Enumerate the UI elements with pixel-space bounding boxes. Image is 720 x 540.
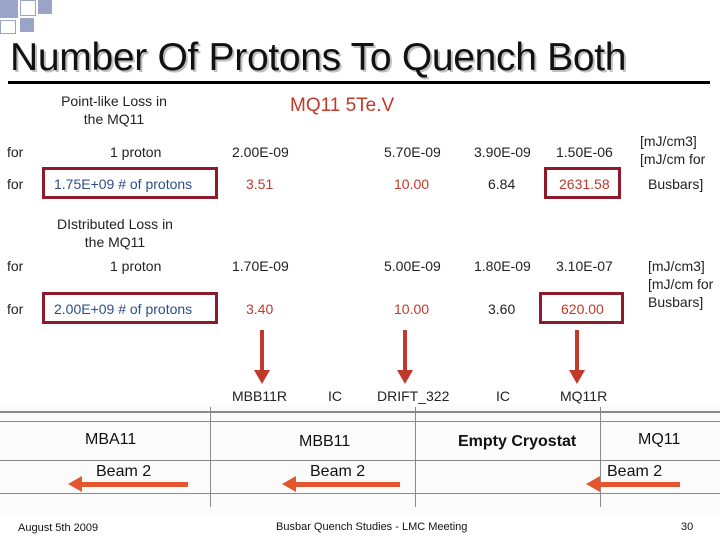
row-value: 3.40 [246,301,274,317]
row-value: 10.00 [394,176,430,192]
section1-header: Point-like Loss in the MQ11 [61,93,167,127]
beam-arrow [598,482,680,487]
beam-arrow-head [68,476,82,492]
schematic-line [0,421,720,422]
row-label: for [7,258,24,274]
row-count: 1 proton [110,258,162,274]
down-arrow-drift [403,330,407,372]
beam-arrow-head [586,476,600,492]
beam-label: Beam 2 [96,463,152,480]
arrow-head [397,370,413,384]
units-label: [mJ/cm3] [mJ/cm for [640,133,706,167]
corner-decoration [0,0,18,18]
row-value: 5.00E-09 [384,258,441,274]
corner-decoration [20,0,36,16]
column-label: IC [328,388,342,404]
beam-label: Beam 2 [607,463,663,480]
magnet-label: Empty Cryostat [458,433,577,450]
down-arrow-mbb11r [260,330,264,372]
units-label: Busbars] [648,176,704,192]
down-arrow-mq11r [575,330,579,372]
row-value: 2.00E-09 [232,144,289,160]
row-label: for [7,301,24,317]
column-label: MQ11R [560,388,608,404]
schematic-line [0,411,720,413]
arrow-head [254,370,270,384]
magnet-schematic [0,405,720,515]
row-value: 10.00 [394,301,430,317]
corner-decoration [20,18,34,32]
row-count: 2.00E+09 # of protons [54,301,193,317]
row-count: 1 proton [110,144,162,160]
row-value: 3.10E-07 [556,258,613,274]
row-value: 2631.58 [559,176,610,192]
beam-arrow [294,482,400,487]
beam-label: Beam 2 [310,463,366,480]
beam-arrow [80,482,188,487]
row-label: for [7,176,24,192]
row-value: 5.70E-09 [384,144,441,160]
schematic-divider [415,407,416,507]
beam-arrow-head [282,476,296,492]
row-value: 3.51 [246,176,274,192]
magnet-label: MBA11 [85,431,137,448]
slide-subtitle: MQ11 5Te.V [290,95,395,116]
corner-decoration [0,20,16,34]
row-value: 1.50E-06 [556,144,613,160]
schematic-line [0,460,720,461]
row-value: 1.80E-09 [474,258,531,274]
column-label: MBB11R [232,388,287,404]
slide-title: Number Of Protons To Quench Both [10,36,627,79]
row-value: 6.84 [488,176,516,192]
arrow-head [569,370,585,384]
row-value: 1.70E-09 [232,258,289,274]
column-label: IC [496,388,510,404]
schematic-divider [600,407,601,507]
magnet-label: MQ11 [638,431,681,448]
footer-title: Busbar Quench Studies - LMC Meeting [276,521,468,533]
corner-decoration [38,0,52,14]
magnet-label: MBB11 [299,433,351,450]
schematic-line [0,493,720,494]
units-label: [mJ/cm3] [mJ/cm for Busbars] [648,258,714,310]
section2-header: DIstributed Loss in the MQ11 [57,216,173,250]
row-count: 1.75E+09 # of protons [54,176,193,192]
title-rule [8,81,710,84]
page-number: 30 [681,521,694,533]
row-value: 620.00 [561,301,604,317]
footer-date: August 5th 2009 [18,522,99,534]
column-label: DRIFT_322 [377,388,450,404]
row-value: 3.60 [488,301,516,317]
schematic-divider [210,407,211,507]
row-label: for [7,144,24,160]
row-value: 3.90E-09 [474,144,531,160]
